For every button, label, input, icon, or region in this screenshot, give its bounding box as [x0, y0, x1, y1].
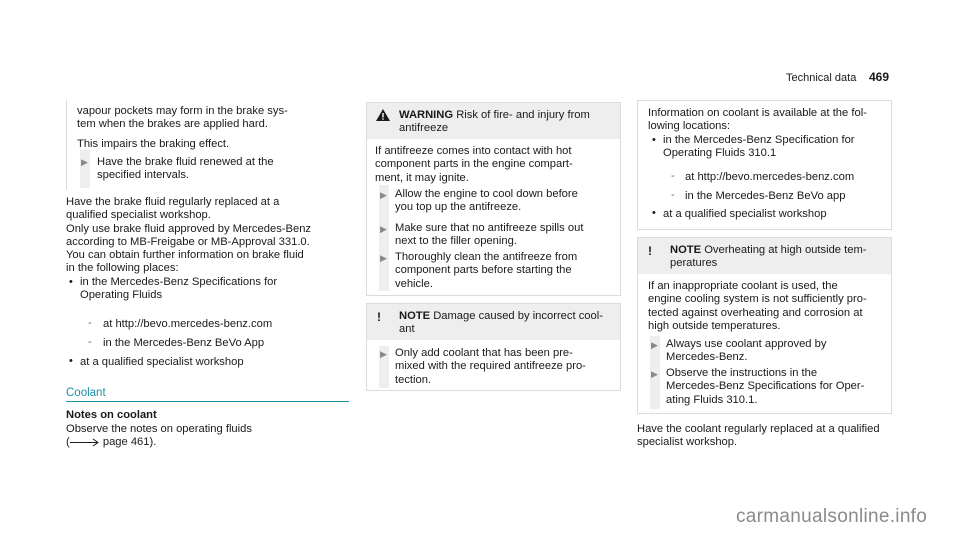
- bullet-icon: •: [69, 276, 73, 288]
- step-text: you top up the antifreeze.: [395, 201, 522, 214]
- para-line: qualified specialist workshop.: [66, 209, 211, 222]
- para-line: You can obtain further information on brake fluid: [66, 249, 304, 262]
- box-line: This impairs the braking effect.: [77, 137, 230, 150]
- list-item: Operating Fluids 310.1: [663, 147, 777, 160]
- bullet-icon: •: [69, 355, 73, 367]
- info-intro: Information on coolant is available at the fol-: [648, 107, 867, 119]
- para-line: in the following places:: [66, 262, 179, 275]
- note-box-overheating: [637, 237, 892, 414]
- step-text: next to the filler opening.: [395, 235, 517, 248]
- section-title: Technical data: [786, 72, 857, 84]
- note-box-damage: [366, 303, 621, 391]
- bullet-icon: •: [652, 207, 656, 219]
- para-line: according to MB-Freigabe or MB-Approval 331.0.: [66, 235, 310, 248]
- coolant-replace-paragraph: [637, 423, 927, 450]
- step-arrow-icon: ▶: [380, 349, 387, 359]
- note-label: NOTE: [670, 244, 702, 256]
- note-body: If an inappropriate coolant is used, the: [648, 280, 838, 292]
- step-text: specified intervals.: [97, 169, 190, 182]
- step-text: ating Fluids 310.1.: [666, 393, 758, 406]
- coolant-heading: Coolant: [66, 387, 106, 399]
- dash-icon: -: [88, 317, 92, 329]
- step-text: Have the brake fluid renewed at the: [97, 156, 274, 168]
- sub-item: at http://bevo.mercedes-benz.com: [103, 318, 273, 330]
- warning-title: antifreeze: [399, 122, 449, 135]
- step-text: Always use coolant approved by: [666, 338, 827, 350]
- note-title: Damage caused by incorrect cool-: [433, 310, 603, 322]
- step-arrow-icon: ▶: [380, 224, 387, 234]
- step-arrow-icon: ▶: [81, 157, 88, 167]
- list-item: at a qualified specialist workshop: [80, 356, 244, 368]
- notes-ref: [66, 436, 156, 449]
- note-title: ant: [399, 323, 415, 336]
- note-title: peratures: [670, 257, 718, 270]
- step-text: Observe the instructions in the: [666, 367, 818, 379]
- para-line: Have the coolant regularly replaced at a qualified: [637, 423, 880, 435]
- coolant-info-box: [637, 100, 892, 230]
- warning-body: If antifreeze comes into contact with hot: [375, 145, 572, 157]
- note-body: high outside temperatures.: [648, 319, 781, 332]
- box-line: vapour pockets may form in the brake sys-: [77, 105, 288, 117]
- step-stripe: [80, 150, 90, 188]
- page-ref-arrow-icon: [70, 438, 100, 447]
- note-header: [638, 238, 891, 274]
- brake-fluid-paragraph: [66, 196, 356, 276]
- note-exclamation-icon: !: [648, 244, 652, 258]
- step-arrow-icon: ▶: [651, 340, 658, 350]
- dash-icon: -: [671, 189, 675, 201]
- note-exclamation-icon: !: [377, 310, 381, 324]
- step-text: Thoroughly clean the antifreeze from: [395, 251, 578, 263]
- warning-label: WARNING: [399, 109, 454, 121]
- list-item: Operating Fluids: [80, 289, 163, 302]
- note-body: engine cooling system is not sufficiently pro-: [648, 293, 867, 306]
- brake-fluid-box: [66, 100, 347, 190]
- step-text: mixed with the required antifreeze pro-: [395, 360, 586, 373]
- step-text: Allow the engine to cool down before: [395, 188, 578, 200]
- page-ref-link[interactable]: page 461).: [102, 436, 157, 448]
- step-arrow-icon: ▶: [380, 190, 387, 200]
- notes-text: Observe the notes on operating fluids: [66, 423, 252, 435]
- para-line: specialist workshop.: [637, 436, 738, 449]
- dash-icon: -: [88, 336, 92, 348]
- note-header: [367, 304, 620, 340]
- warning-title: Risk of fire- and injury from: [456, 109, 590, 121]
- box-line: tem when the brakes are applied hard.: [77, 118, 268, 131]
- open-paren: (: [66, 436, 70, 448]
- step-arrow-icon: ▶: [651, 369, 658, 379]
- step-text: Mercedes-Benz Specifications for Oper-: [666, 380, 865, 393]
- note-title: Overheating at high outside tem-: [704, 244, 867, 256]
- dash-icon: -: [671, 170, 675, 182]
- sub-item: in the Mercedes-Benz BeVo app: [685, 190, 846, 202]
- list-item: at a qualified specialist workshop: [663, 208, 827, 220]
- notes-heading: Notes on coolant: [66, 409, 157, 421]
- page-number: 469: [869, 70, 890, 84]
- warning-box: [366, 102, 621, 296]
- step-text: tection.: [395, 373, 432, 386]
- warning-body: ment, it may ignite.: [375, 171, 469, 184]
- note-body: tected against overheating and corrosion at: [648, 306, 863, 319]
- warning-header: [367, 103, 620, 139]
- para-line: Have the brake fluid regularly replaced at a: [66, 196, 280, 208]
- list-item: in the Mercedes-Benz Specifications for: [80, 276, 278, 288]
- info-intro: lowing locations:: [648, 120, 731, 133]
- step-text: Make sure that no antifreeze spills out: [395, 222, 584, 234]
- step-text: component parts before starting the: [395, 264, 572, 277]
- warning-body: component parts in the engine compart-: [375, 158, 573, 171]
- note-label: NOTE: [399, 310, 431, 322]
- step-text: Only add coolant that has been pre-: [395, 347, 573, 359]
- sub-item: in the Mercedes-Benz BeVo App: [103, 337, 265, 349]
- list-item: in the Mercedes-Benz Specification for: [663, 134, 855, 146]
- step-text: Mercedes-Benz.: [666, 351, 748, 364]
- step-arrow-icon: ▶: [380, 253, 387, 263]
- step-text: vehicle.: [395, 277, 433, 290]
- sub-item: at http://bevo.mercedes-benz.com: [685, 171, 855, 183]
- para-line: Only use brake fluid approved by Mercedes-Benz: [66, 222, 312, 235]
- watermark: carmanualsonline.info: [736, 506, 928, 527]
- coolant-rule: [66, 401, 349, 402]
- bullet-icon: •: [652, 134, 656, 146]
- warning-triangle-icon: [376, 109, 390, 121]
